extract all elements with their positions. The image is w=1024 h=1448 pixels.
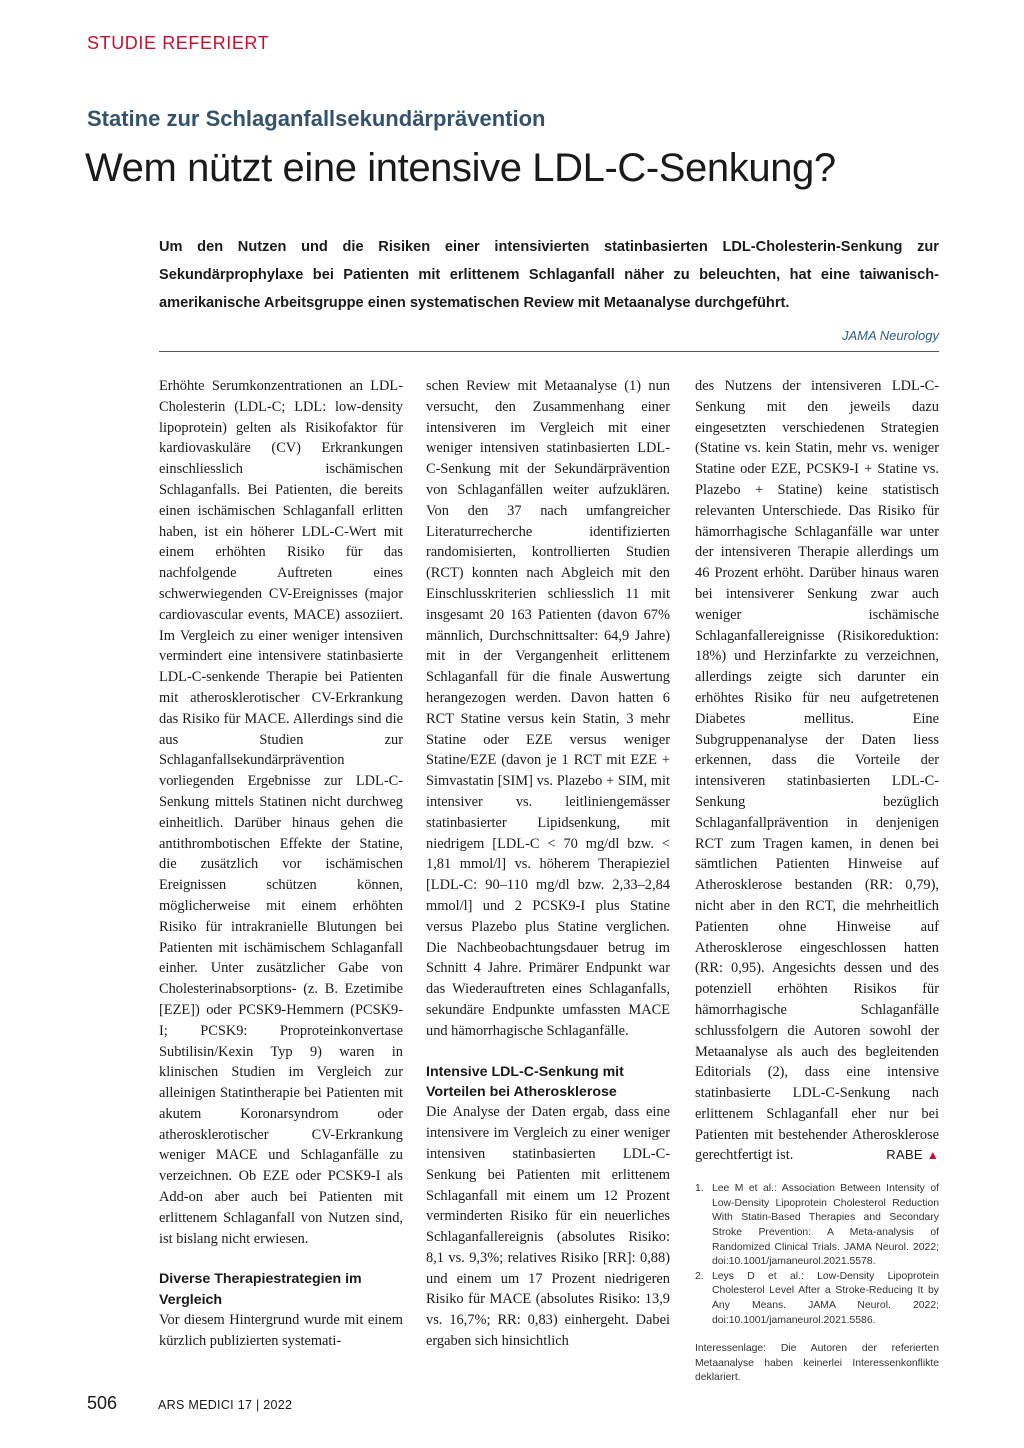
page-number: 506: [87, 1393, 118, 1413]
body-paragraph: schen Review mit Metaanalyse (1) nun versucht, den Zusammenhang einer intensiveren im Vergleich mit einer weniger intensiven statinbasierten LDL-C-Senkung mit der Sekundärprävention von Schlaganfällen weiter aufzuklären. Von den 37 nach umfangreicher Literaturrecherche identifizierten randomisierten, kontrollierten Studien (RCT) konnten nach Abgleich mit den Einschlusskriterien schliesslich 11 mit insgesamt 20 163 Patienten (davon 67% männlich, Durchschnittsalter: 64,9 Jahre) mit in der Vergangenheit erlittenem Schlaganfall für die finale Auswertung herangezogen werden. Davon hatten 6 RCT Statine versus kein Statin, 3 mehr Statine oder EZE versus weniger Statine/EZE (davon je 1 RCT mit EZE + Simvastatin [SIM] vs. Plazebo + SIM, mit intensiver vs. leitliniengemässer statinbasierter Lipidsenkung, mit niedrigem [LDL-C < 70 mg/dl bzw. < 1,81 mmol/l] vs. höherem Therapieziel [LDL-C: 90–110 mg/dl bzw. 2,33–2,84 mmol/l] und 2 PCSK9-I plus Statine versus Plazebo plus Statine verglichen. Die Nachbeobachtungsdauer betrug im Schnitt 4 Jahre. Primärer Endpunkt war das Wiederauftreten eines Schlaganfalls, sekundäre Endpunkte umfassten MACE und hämorrhagische Schlaganfälle.: [426, 378, 670, 1039]
reference-list: [695, 1182, 939, 1328]
author-initials: RABE: [886, 1147, 923, 1163]
reference-number: 1.: [695, 1183, 704, 1195]
subheading: Diverse Therapiestrategien im Vergleich: [159, 1271, 362, 1308]
reference-text: Leys D et al.: Low-Density Lipoprotein Cholesterol Level After a Stroke-Reducing It by Any Means. JAMA Neurol. 2022; doi:10.1001/jamaneurol.2021.5586.: [712, 1270, 939, 1326]
author-signature: [886, 1145, 939, 1166]
reference-item: [695, 1270, 939, 1328]
source-journal: JAMA Neurology: [841, 328, 939, 343]
triangle-up-icon: ▲: [926, 1148, 939, 1163]
article-headline: Wem nützt eine intensive LDL-C-Senkung?: [85, 146, 836, 190]
body-paragraph: Erhöhte Serumkonzentrationen an LDL-Cholesterin (LDL-C; LDL: low-density lipoprotein) gelten als Risikofaktor für kardiovaskuläre (CV) Erkrankungen einschliesslich ischämischen Schlaganfalls. Bei Patienten, die bereits einen ischämischen Schlaganfall erlitten haben, ist ein höherer LDL-C-Wert mit einem erhöhten Risiko für das nachfolgende Auftreten eines schwerwiegenden CV-Ereignisses (major cardiovascular events, MACE) assoziiert. Im Vergleich zu einer weniger intensiven vermindert eine intensivere statinbasierte LDL-C-senkende Therapie bei Patienten mit atherosklerotischer CV-Erkrankung das Risiko für MACE. Allerdings sind die aus Studien zur Schlaganfallsekundärprävention vorliegenden Ergebnisse zur LDL-C-Senkung mittels Statinen nicht durchweg einheitlich. Darüber hinaus gehen die antithrombotischen Effekte der Statine, die zusätzlich vor ischämischen Ereignissen schützen können, möglicherweise mit einem erhöhten Risiko für intrakranielle Blutungen bei Patienten mit ischämischem Schlaganfall einher. Unter zusätzlicher Gabe von Cholesterinabsorptions- (z. B. Ezetimibe [EZE]) oder PCSK9-Hemmern (PCSK9-I; PCSK9: Proproteinkonvertase Subtilisin/Kexin Typ 9) waren in klinischen Studien im Vergleich zur alleinigen Statintherapie bei Patienten mit akutem Koronarsyndrom oder atherosklerotischer CV-Erkrankung weniger MACE und Schlaganfälle zu verzeichnen. Ob EZE oder PCSK9-I als Add-on aber auch bei Patienten mit erlittenem Schlaganfall von Nutzen sind, ist bislang nicht erwiesen.: [159, 378, 403, 1247]
subheading: Intensive LDL-C-Senkung mit Vorteilen bei Atherosklerose: [426, 1063, 624, 1100]
body-paragraph: des Nutzens der intensiveren LDL-C-Senkung mit den jeweils dazu eingesetzten verschiedenen Strategien (Statine vs. kein Statin, mehr vs. weniger Statine oder EZE, PCSK9-I + Statine vs. Plazebo + Statine) keine statistisch relevanten Unterschiede. Das Risiko für hämorrhagische Schlaganfälle war unter der intensiveren Therapie allerdings um 46 Prozent erhöht. Darüber hinaus waren bei intensiverer Senkung zwar auch weniger ischämische Schlaganfallereignisse (Risikoreduktion: 18%) und Herzinfarkte zu verzeichnen, allerdings zeigte sich darunter ein erhöhtes Risiko für neu aufgetretenen Diabetes mellitus. Eine Subgruppenanalyse der Daten liess erkennen, dass die Vorteile der intensiveren statinbasierten LDL-C-Senkung bezüglich Schlaganfallprävention in denjenigen RCT zum Tragen kamen, in denen bei sämtlichen Patienten Hinweise auf Atherosklerose bestanden (RR: 0,79), nicht aber in den RCT, die mehrheitlich Patienten ohne Hinweise auf Atherosklerose eingeschlossen hatten (RR: 0,95). Angesichts dessen und des potenziell erhöhten Risikos für hämorrhagische Schlaganfälle schlussfolgern die Autoren sowohl der Metaanalyse als auch des begleitenden Editorials (2), dass eine intensive statinbasierte LDL-C-Senkung nach erlittenem Schlaganfall eher nur bei Patienten mit bestehender Atherosklerose gerechtfertigt ist.: [695, 378, 939, 1164]
body-paragraph: Die Analyse der Daten ergab, dass eine intensivere im Vergleich zu einer weniger intensiven statinbasierten LDL-C-Senkung bei Patienten mit erlittenem Schlaganfall mit einem um 12 Prozent verminderten Risiko für ein neuerliches Schlaganfallereignis (absolutes Risiko: 8,1 vs. 9,3%; relatives Risiko [RR]: 0,88) und einem um 17 Prozent niedrigeren Risiko für MACE (absolutes Risiko: 13,9 vs. 16,7%; RR: 0,83) einhergeht. Dabei ergaben sich hinsichtlich: [426, 1104, 670, 1350]
reference-number: 2.: [695, 1270, 704, 1282]
article-lead: Um den Nutzen und die Risiken einer intensivierten statinbasierten LDL-Cholesterin-Senkung zur Sekundärprophylaxe bei Patienten mit erlittenem Schlaganfall näher zu beleuchten, hat eine taiwanisch-amerikanische Arbeitsgruppe einen systematischen Review mit Metaanalyse durchgeführt.: [159, 239, 939, 311]
article-kicker: Statine zur Schlaganfallsekundärprävention: [87, 106, 546, 131]
body-paragraph: Vor diesem Hintergrund wurde mit einem kürzlich publizierten systemati-: [159, 1312, 403, 1350]
conflict-of-interest-note: Interessenlage: Die Autoren der referierten Metaanalyse haben keinerlei Interessenkonflikte deklariert.: [695, 1343, 939, 1384]
text-column-1: [159, 376, 403, 1352]
footer-journal-issue: ARS MEDICI 17 | 2022: [158, 1398, 293, 1412]
section-label: STUDIE REFERIERT: [87, 33, 270, 53]
text-column-2: [426, 376, 670, 1352]
reference-text: Lee M et al.: Association Between Intensity of Low-Density Lipoprotein Cholesterol Reduction With Statin-Based Therapies and Secondary Stroke Prevention: A Meta-analysis of Randomized Clinical Trials. JAMA Neurol. 2022; doi:10.1001/jamaneurol.2021.5578.: [712, 1183, 939, 1268]
lead-divider: [159, 351, 939, 352]
text-column-3: [695, 376, 939, 1386]
reference-item: [695, 1182, 939, 1270]
